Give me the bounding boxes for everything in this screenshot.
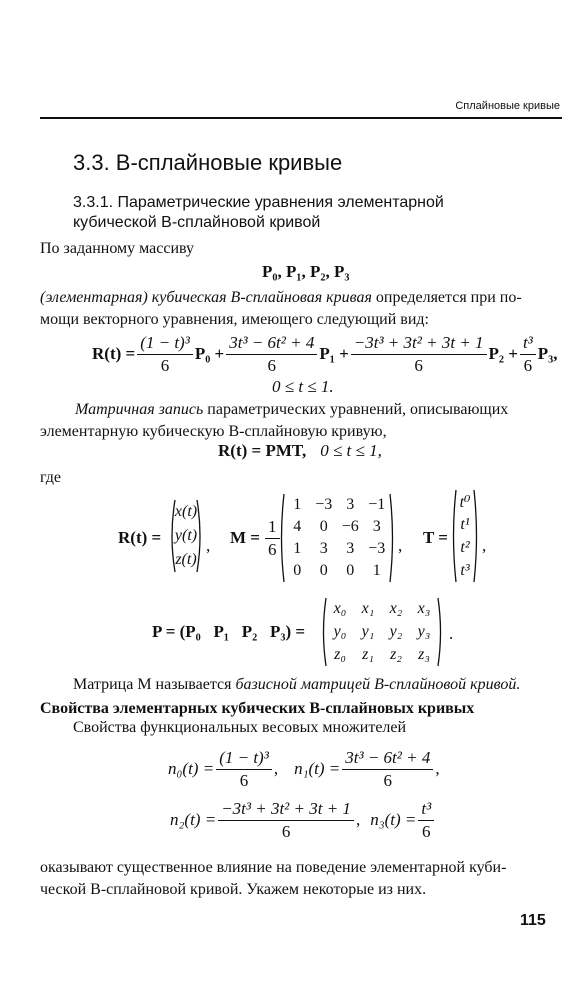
main-lhs: R(t) = (92, 344, 136, 363)
running-title: Сплайновые кривые (455, 100, 560, 112)
r-entry-x: x(t) (174, 503, 198, 520)
p-matrix-cell: z₂ (390, 645, 402, 663)
basis-text: Матрица M называется (73, 676, 236, 693)
properties-heading: Свойства элементарных кубических B-сплайновых кривых (40, 700, 475, 717)
n3-lhs: n₃(t) = (370, 810, 417, 829)
final-line2: ческой B-сплайновой кривой. Укажем некоторые из них. (40, 881, 427, 898)
t-comma: , (482, 536, 487, 555)
term-3: $\frac{\text{t³}}{6}$ (520, 333, 536, 376)
intro-text: По заданному массиву (40, 240, 195, 257)
definition-rest: определяется при по- (371, 289, 522, 306)
matrix-rest: параметрических уравнений, описывающих (203, 401, 509, 418)
section-title: 3.3. B-сплайновые кривые (73, 150, 343, 175)
matrix-italic: Матричная запись (75, 401, 204, 418)
m-matrix-cell: 1 (293, 540, 302, 557)
properties-line: Свойства функциональных весовых множителей (73, 719, 407, 736)
p-matrix-grid (326, 598, 438, 666)
p-matrix-cell: x₂ (389, 600, 403, 618)
m-matrix-cell: 1 (372, 562, 381, 579)
p2-coef: P₂ + (488, 344, 518, 363)
m-matrix-cell: 0 (319, 562, 328, 579)
t-entry-2: t² (460, 538, 470, 556)
final-line1: оказывают существенное влияние на поведение элементарной куби- (40, 859, 507, 876)
m-matrix-grid (284, 494, 390, 582)
m-matrix-cell: 0 (293, 562, 302, 579)
r-entry-y: y(t) (174, 527, 198, 544)
t-entry-3: t³ (460, 561, 470, 579)
m-matrix-cell: 3 (319, 540, 328, 557)
r-entry-z: z(t) (175, 551, 197, 568)
m-matrix-cell: −6 (341, 518, 359, 535)
m-matrix-cell: 3 (372, 518, 381, 535)
matrix-paragraph (40, 399, 562, 443)
p-matrix-cell: z₀ (334, 645, 346, 663)
p-matrix-cell: x₃ (417, 600, 431, 618)
basis-italic: базисной матрицей B-сплайновой кривой. (235, 676, 521, 693)
p-matrix-cell: z₃ (418, 645, 430, 663)
p-matrix-cell: y₂ (389, 622, 403, 640)
m-matrix-cell: 3 (346, 540, 355, 557)
main-equation (92, 330, 558, 378)
p-matrix-cell: z₁ (362, 645, 374, 663)
m-scalar-num: 1 (265, 517, 280, 539)
p-matrix-cell: x₀ (333, 600, 347, 618)
page-number: 115 (520, 912, 546, 929)
n1-lhs: n₁(t) = (294, 759, 341, 778)
final-paragraph (40, 857, 566, 901)
p-matrix-cell: x₁ (361, 600, 375, 618)
n2-n3-equations: n₂(t) = $\frac{\text{−3t³ + 3t² + 3t + 1}}{6}$ , n₃(t) = $\frac{\text{t³}}{6}$ (170, 796, 436, 844)
running-header (420, 100, 560, 112)
m-matrix-cell: −3 (315, 496, 333, 513)
m-matrix-cell: −1 (368, 496, 386, 513)
points-list: P₀, P₁, P₂, P₃ (262, 262, 350, 281)
p-dot: . (449, 624, 454, 643)
header-rule (40, 117, 562, 119)
r-comma: , (206, 536, 211, 555)
definition-italic: (элементарная) кубическая B-сплайновая кривая (40, 289, 372, 306)
basis-sentence (73, 674, 520, 696)
where-word: где (40, 469, 62, 486)
pmt-range: 0 ≤ t ≤ 1, (320, 441, 382, 460)
n2-lhs: n₂(t) = (170, 810, 217, 829)
n3-frac: $\frac{\text{t³}}{6}$ (418, 799, 434, 842)
m-lhs: M = (230, 528, 260, 547)
subsection-title-line1: 3.3.1. Параметрические уравнения элементарной (73, 194, 444, 211)
term-0: $\frac{\text{(1 − t)³}}{6}$ (137, 333, 193, 376)
m-scalar-den: 6 (268, 540, 277, 559)
p-matrix-cell: y₀ (333, 622, 347, 640)
t-lhs: T = (423, 528, 448, 547)
r-lhs: R(t) = (118, 528, 162, 547)
term-1: $\frac{\text{3t³ − 6t² + 4}}{6}$ (226, 333, 317, 376)
subsection-title (73, 193, 444, 233)
n1-frac: $\frac{\text{3t³ − 6t² + 4}}{6}$ (342, 748, 433, 791)
p0-coef: P₀ + (194, 344, 225, 363)
m-matrix-cell: 4 (293, 518, 302, 535)
p3-coef: P₃, (537, 344, 558, 363)
m-matrix-cell: −3 (368, 540, 386, 557)
definition-paragraph (40, 287, 562, 331)
m-matrix (278, 492, 396, 584)
n2-frac: $\frac{\text{−3t³ + 3t² + 3t + 1}}{6}$ (218, 799, 354, 842)
n0-frac: $\frac{\text{(1 − t)³}}{6}$ (216, 748, 272, 791)
term-2: $\frac{\text{−3t³ + 3t² + 3t + 1}}{6}$ (351, 333, 487, 376)
n0-lhs: n₀(t) = (168, 759, 215, 778)
t-vector (450, 488, 480, 584)
param-range: 0 ≤ t ≤ 1. (272, 377, 334, 396)
r-vector (168, 498, 204, 574)
m-matrix-cell: 0 (346, 562, 355, 579)
p-matrix (320, 596, 444, 668)
p-matrix-cell: y₁ (361, 622, 375, 640)
matrix-line2: элементарную кубическую B-сплайновую кривую, (40, 423, 387, 440)
p1-coef: P₁ + (319, 344, 349, 363)
n0-n1-equations: n₀(t) = $\frac{\text{(1 − t)³}}{6}$ , n₁(t) = $\frac{\text{3t³ − 6t² + 4}}{6}$ , (168, 747, 440, 790)
subsection-title-line2: кубической B-сплайновой кривой (73, 214, 321, 231)
t-entry-0: t⁰ (459, 493, 471, 511)
pmt-lhs: R(t) = PMT, (218, 441, 307, 460)
p-lhs: P = (P₀ P₁ P₂ P₃) = (152, 622, 306, 641)
m-comma: , (398, 536, 403, 555)
t-entry-1: t¹ (460, 515, 470, 533)
m-matrix-cell: 0 (319, 518, 328, 535)
definition-line2: мощи векторного уравнения, имеющего следующий вид: (40, 311, 429, 328)
m-matrix-cell: 3 (346, 496, 355, 513)
pmt-equation (218, 441, 382, 461)
p-matrix-cell: y₃ (417, 622, 431, 640)
m-matrix-cell: 1 (293, 496, 302, 513)
